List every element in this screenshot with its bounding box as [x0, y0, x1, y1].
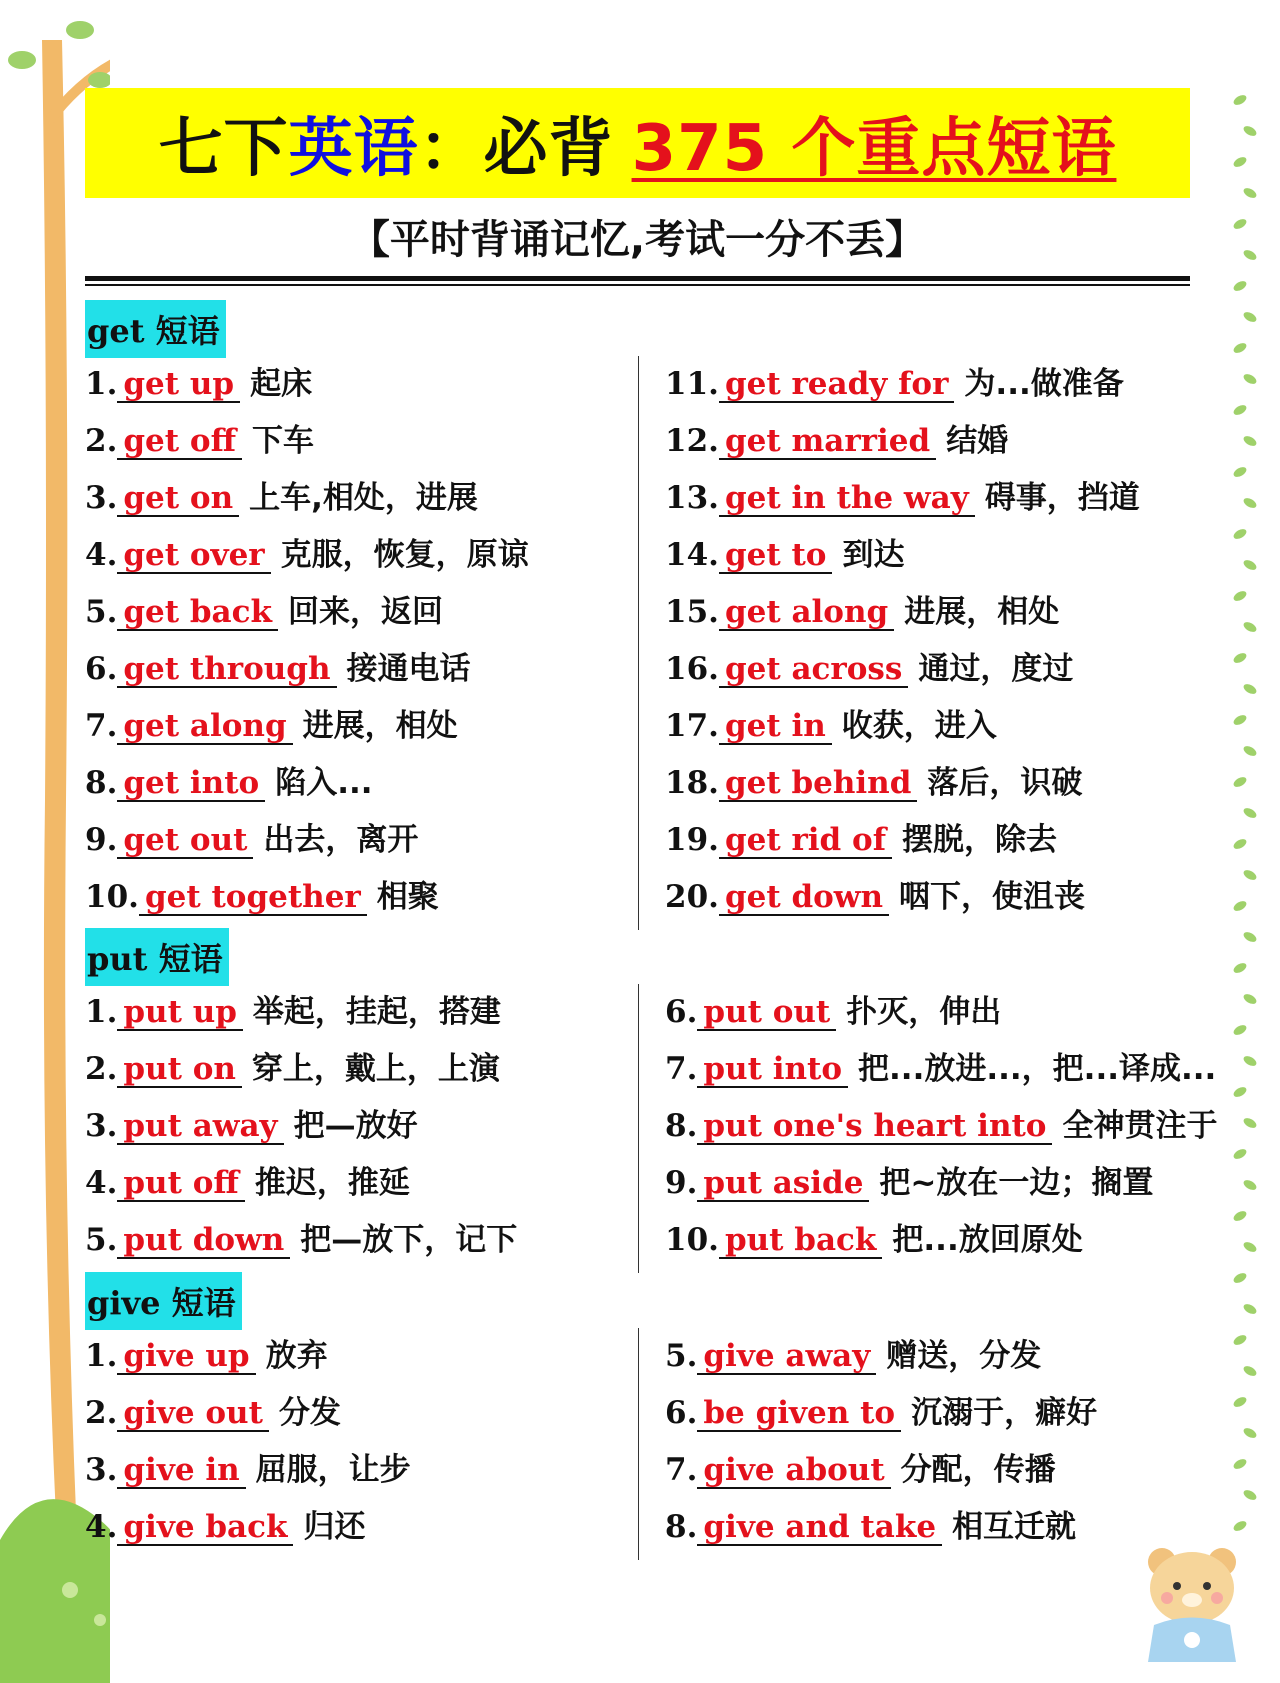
title-banner: [85, 88, 1190, 198]
chinese-meaning: 屈服，让步: [255, 1452, 411, 1488]
english-phrase: get across: [719, 652, 908, 688]
phrase-item: [85, 1336, 328, 1376]
item-number: 6.: [665, 1395, 698, 1431]
chinese-meaning: 起床: [250, 366, 313, 402]
english-phrase: put down: [117, 1223, 290, 1259]
chinese-meaning: 推迟，推延: [254, 1165, 410, 1201]
chinese-meaning: 把—放好: [293, 1108, 418, 1144]
english-phrase: get off: [117, 424, 242, 460]
english-phrase: put up: [117, 995, 243, 1031]
english-phrase: get together: [139, 880, 367, 916]
title-part-grade: 七下: [158, 112, 289, 186]
phrase-item: [85, 478, 478, 518]
phrase-item: [665, 1049, 1216, 1089]
item-number: 12.: [665, 423, 719, 459]
english-phrase: give in: [117, 1453, 245, 1489]
phrase-item: [665, 535, 904, 575]
item-number: 9.: [85, 822, 118, 858]
english-phrase: get along: [117, 709, 292, 745]
english-phrase: be given to: [697, 1396, 901, 1432]
item-number: 1.: [85, 994, 118, 1030]
chinese-meaning: 进展，相处: [904, 594, 1060, 630]
phrase-item: [85, 1106, 418, 1146]
section-heading-en: give: [87, 1284, 161, 1322]
english-phrase: get back: [117, 595, 278, 631]
item-number: 10.: [85, 879, 139, 915]
phrase-item: [85, 1507, 365, 1547]
phrase-item: [665, 1450, 1056, 1490]
item-number: 5.: [85, 1222, 118, 1258]
english-phrase: put away: [117, 1109, 283, 1145]
english-phrase: get in the way: [719, 481, 975, 517]
english-phrase: give and take: [697, 1510, 942, 1546]
phrase-item: [665, 992, 1001, 1032]
english-phrase: get to: [719, 538, 833, 574]
item-number: 18.: [665, 765, 719, 801]
section-heading: [85, 928, 229, 986]
phrase-item: [85, 592, 443, 632]
item-number: 10.: [665, 1222, 719, 1258]
phrase-item: [665, 421, 1008, 461]
phrase-item: [665, 877, 1085, 917]
phrase-item: [85, 763, 373, 803]
chinese-meaning: 下车: [252, 423, 315, 459]
chinese-meaning: 相聚: [376, 879, 439, 915]
chinese-meaning: 接通电话: [346, 651, 471, 687]
phrase-item: [85, 820, 418, 860]
english-phrase: get ready for: [719, 367, 954, 403]
phrase-item: [85, 535, 529, 575]
chinese-meaning: 全神贯注于: [1062, 1108, 1218, 1144]
chinese-meaning: 举起，挂起，搭建: [252, 994, 501, 1030]
chinese-meaning: 分发: [278, 1395, 341, 1431]
english-phrase: get through: [117, 652, 336, 688]
column-divider: [638, 984, 639, 1273]
title-part-must: ：必背: [418, 112, 614, 186]
phrase-item: [85, 992, 501, 1032]
phrase-item: [85, 1163, 410, 1203]
chinese-meaning: 穿上，戴上，上演: [251, 1051, 500, 1087]
phrase-item: [85, 1393, 341, 1433]
english-phrase: give out: [117, 1396, 269, 1432]
phrase-item: [85, 877, 439, 917]
item-number: 8.: [85, 765, 118, 801]
item-number: 2.: [85, 1395, 118, 1431]
chinese-meaning: 克服，恢复，原谅: [280, 537, 529, 573]
english-phrase: get behind: [719, 766, 917, 802]
section-heading: [85, 300, 226, 358]
english-phrase: give away: [697, 1339, 876, 1375]
chinese-meaning: 到达: [842, 537, 905, 573]
english-phrase: give about: [697, 1453, 890, 1489]
item-number: 4.: [85, 1509, 118, 1545]
phrase-item: [665, 1336, 1041, 1376]
chinese-meaning: 把...放进...，把...译成...: [858, 1051, 1217, 1087]
english-phrase: get up: [117, 367, 240, 403]
english-phrase: get in: [719, 709, 832, 745]
chinese-meaning: 把—放下，记下: [300, 1222, 518, 1258]
phrase-item: [665, 763, 1082, 803]
chinese-meaning: 上车,相处，进展: [249, 480, 478, 516]
item-number: 15.: [665, 594, 719, 630]
title-part-subject: 英语: [288, 112, 419, 186]
chinese-meaning: 扑灭，伸出: [846, 994, 1002, 1030]
english-phrase: put out: [697, 995, 836, 1031]
chinese-meaning: 出去，离开: [263, 822, 419, 858]
item-number: 1.: [85, 366, 118, 402]
section-heading-en: put: [87, 940, 148, 978]
chinese-meaning: 收获，进入: [841, 708, 997, 744]
chinese-meaning: 结婚: [946, 423, 1009, 459]
item-number: 2.: [85, 423, 118, 459]
title-part-count: 375 个重点短语: [631, 112, 1117, 186]
phrase-item: [665, 1106, 1217, 1146]
phrase-item: [665, 592, 1059, 632]
chinese-meaning: 分配，传播: [900, 1452, 1056, 1488]
chinese-meaning: 落后，识破: [927, 765, 1083, 801]
item-number: 8.: [665, 1509, 698, 1545]
item-number: 4.: [85, 1165, 118, 1201]
english-phrase: put on: [117, 1052, 242, 1088]
english-phrase: get over: [117, 538, 270, 574]
item-number: 3.: [85, 480, 118, 516]
item-number: 6.: [665, 994, 698, 1030]
phrase-item: [665, 1507, 1076, 1547]
chinese-meaning: 陷入...: [275, 765, 373, 801]
item-number: 7.: [665, 1452, 698, 1488]
item-number: 3.: [85, 1108, 118, 1144]
subtitle: 【平时背诵记忆,考试一分不丢】: [349, 217, 926, 263]
item-number: 14.: [665, 537, 719, 573]
phrase-item: [85, 1450, 411, 1490]
phrase-item: [85, 364, 312, 404]
phrase-item: [665, 478, 1140, 518]
chinese-meaning: 把...放回原处: [892, 1222, 1083, 1258]
english-phrase: get on: [117, 481, 239, 517]
vine-decoration: [1220, 0, 1280, 1683]
phrase-item: [85, 706, 458, 746]
phrase-item: [665, 820, 1057, 860]
item-number: 9.: [665, 1165, 698, 1201]
section-get: [85, 300, 1195, 934]
section-heading: [85, 1272, 242, 1330]
item-number: 5.: [85, 594, 118, 630]
item-number: 6.: [85, 651, 118, 687]
english-phrase: get rid of: [719, 823, 892, 859]
column-divider: [638, 356, 639, 930]
item-number: 3.: [85, 1452, 118, 1488]
column-divider: [638, 1328, 639, 1560]
divider-rule-thick: [85, 276, 1190, 281]
english-phrase: put into: [697, 1052, 848, 1088]
chinese-meaning: 相互迁就: [952, 1509, 1077, 1545]
section-heading-cn: 短语: [160, 1284, 236, 1322]
chinese-meaning: 为...做准备: [964, 366, 1124, 402]
section-heading-en: get: [87, 312, 145, 350]
chinese-meaning: 碍事，挡道: [984, 480, 1140, 516]
phrase-item: [85, 421, 314, 461]
chinese-meaning: 归还: [303, 1509, 366, 1545]
english-phrase: get into: [117, 766, 265, 802]
section-heading-cn: 短语: [144, 312, 220, 350]
phrase-item: [665, 1163, 1153, 1203]
chinese-meaning: 赠送，分发: [886, 1338, 1042, 1374]
item-number: 20.: [665, 879, 719, 915]
item-number: 17.: [665, 708, 719, 744]
english-phrase: put one's heart into: [697, 1109, 1052, 1145]
section-put: [85, 928, 1218, 1277]
item-number: 1.: [85, 1338, 118, 1374]
item-number: 8.: [665, 1108, 698, 1144]
phrase-item: [665, 364, 1124, 404]
chinese-meaning: 回来，返回: [288, 594, 444, 630]
item-number: 11.: [665, 366, 719, 402]
section-heading-cn: 短语: [147, 940, 223, 978]
chinese-meaning: 把~放在一边；搁置: [879, 1165, 1154, 1201]
chinese-meaning: 沉溺于，癖好: [911, 1395, 1098, 1431]
chinese-meaning: 进展，相处: [302, 708, 458, 744]
chinese-meaning: 咽下，使沮丧: [899, 879, 1086, 915]
item-number: 5.: [665, 1338, 698, 1374]
item-number: 13.: [665, 480, 719, 516]
english-phrase: give up: [117, 1339, 255, 1375]
english-phrase: get married: [719, 424, 936, 460]
english-phrase: put back: [719, 1223, 882, 1259]
section-give: [85, 1272, 1195, 1564]
english-phrase: get down: [719, 880, 889, 916]
phrase-item: [665, 1393, 1097, 1433]
english-phrase: give back: [117, 1510, 293, 1546]
item-number: 2.: [85, 1051, 118, 1087]
chinese-meaning: 放弃: [265, 1338, 328, 1374]
phrase-item: [85, 1220, 517, 1260]
phrase-item: [85, 649, 471, 689]
chinese-meaning: 通过，度过: [918, 651, 1074, 687]
phrase-item: [665, 1220, 1083, 1260]
english-phrase: put off: [117, 1166, 244, 1202]
item-number: 7.: [665, 1051, 698, 1087]
item-number: 7.: [85, 708, 118, 744]
english-phrase: get along: [719, 595, 894, 631]
chinese-meaning: 摆脱，除去: [902, 822, 1058, 858]
phrase-item: [665, 706, 997, 746]
phrase-item: [85, 1049, 500, 1089]
english-phrase: put aside: [697, 1166, 869, 1202]
item-number: 16.: [665, 651, 719, 687]
english-phrase: get out: [117, 823, 253, 859]
item-number: 19.: [665, 822, 719, 858]
divider-rule-thin: [85, 284, 1190, 286]
item-number: 4.: [85, 537, 118, 573]
phrase-item: [665, 649, 1073, 689]
